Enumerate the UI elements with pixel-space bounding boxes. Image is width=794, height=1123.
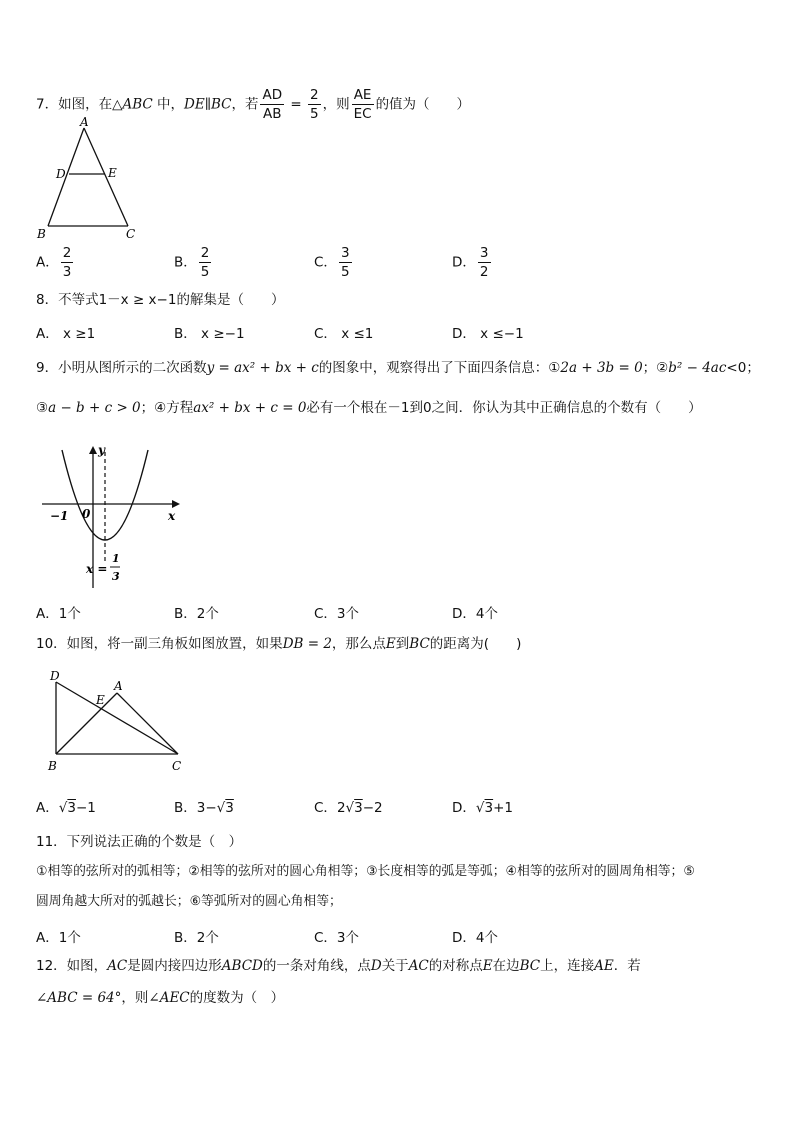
q7-stem: 7．如图，在△ABC 中，DE∥BC，若 $\frac{AD}{AB}$ = $\frac{2}{5}$ ，则 $\frac{AE}{EC}$ 的值为（ ） bbox=[36, 87, 471, 122]
q11-option-d[interactable]: D．4个 bbox=[452, 930, 498, 946]
x-axis-arrow bbox=[172, 500, 180, 508]
label-y: y bbox=[98, 443, 105, 457]
fraction-2-5: $\frac{2}{5}$ bbox=[310, 87, 319, 122]
q9-stem-line2: ③a − b + c > 0；④方程ax² + bx + c = 0必有一个根在－1到0之间．你认为其中正确信息的个数有（ ） bbox=[36, 400, 702, 416]
label-e: E bbox=[96, 693, 105, 707]
side-ab bbox=[48, 128, 84, 226]
q9-option-c[interactable]: C．3个 bbox=[314, 606, 360, 622]
q12-stem-line1: 12．如图，AC是圆内接四边形ABCD的一条对角线，点D关于AC的对称点E在边BC上，连接AE．若 bbox=[36, 958, 641, 974]
label-x: x bbox=[168, 509, 176, 523]
q7-triangle-figure bbox=[34, 115, 144, 242]
fraction-ad-ab: $\frac{AD}{AB}$ bbox=[262, 87, 283, 122]
q10-triangles-figure bbox=[44, 666, 194, 776]
q8-option-c[interactable]: C． x ≤1 bbox=[314, 326, 374, 342]
q8-stem: 8．不等式1－x ≥ x−1的解集是（ ） bbox=[36, 292, 285, 308]
q8-option-a[interactable]: A． x ≥1 bbox=[36, 326, 96, 342]
y-axis-arrow bbox=[89, 446, 97, 454]
q7-option-c[interactable]: C． $\frac{3}{5}$ bbox=[314, 245, 350, 280]
q10-stem: 10．如图，将一副三角板如图放置，如果DB = 2，那么点E到BC的距离为( ) bbox=[36, 636, 522, 652]
q7-option-b[interactable]: B． $\frac{2}{5}$ bbox=[174, 245, 210, 280]
label-minus-one: −1 bbox=[50, 509, 69, 523]
q9-option-d[interactable]: D．4个 bbox=[452, 606, 498, 622]
q11-statements-line2: 圆周角越大所对的弧越长；⑥等弧所对的圆心角相等； bbox=[36, 894, 342, 909]
q10-option-b[interactable]: B．3−√3 bbox=[174, 800, 234, 816]
q9-parabola-figure bbox=[40, 440, 190, 590]
q9-option-b[interactable]: B．2个 bbox=[174, 606, 219, 622]
q7-option-d[interactable]: D． $\frac{3}{2}$ bbox=[452, 245, 489, 280]
q10-option-d[interactable]: D．√3+1 bbox=[452, 800, 514, 816]
q8-option-b[interactable]: B． x ≥−1 bbox=[174, 326, 245, 342]
label-d: D bbox=[56, 167, 66, 181]
q11-stem: 11．下列说法正确的个数是（ ） bbox=[36, 834, 243, 850]
q12-stem-line2: ∠ABC = 64°，则∠AEC的度数为（ ） bbox=[36, 990, 285, 1006]
label-axis-num: 1 bbox=[112, 552, 120, 565]
q11-statements-line1: ①相等的弦所对的弧相等；②相等的弦所对的圆心角相等；③长度相等的弧是等弧；④相等的弦所对的圆周角相等；⑤ bbox=[36, 864, 695, 879]
label-e: E bbox=[108, 166, 117, 180]
q9-stem-line1: 9．小明从图所示的二次函数y = ax² + bx + c的图象中，观察得出了下面四条信息：①2a + 3b = 0；②b² − 4ac<0； bbox=[36, 360, 760, 376]
q8-option-d[interactable]: D． x ≤−1 bbox=[452, 326, 524, 342]
fraction-ae-ec: $\frac{AE}{EC}$ bbox=[353, 87, 372, 122]
label-d: D bbox=[50, 669, 60, 683]
label-a: A bbox=[80, 115, 89, 129]
segment-ba bbox=[56, 693, 117, 754]
side-ac bbox=[84, 128, 128, 226]
label-zero: 0 bbox=[82, 507, 91, 521]
label-b: B bbox=[37, 227, 46, 241]
q10-option-a[interactable]: A．√3−1 bbox=[36, 800, 96, 816]
label-axis-eq: x = bbox=[86, 562, 108, 576]
q10-option-c[interactable]: C．2√3−2 bbox=[314, 800, 383, 816]
label-axis-den: 3 bbox=[112, 570, 120, 583]
q7-option-a[interactable]: A． $\frac{2}{3}$ bbox=[36, 245, 72, 280]
label-c: C bbox=[172, 759, 182, 773]
q11-option-b[interactable]: B．2个 bbox=[174, 930, 219, 946]
label-b: B bbox=[48, 759, 57, 773]
q11-option-c[interactable]: C．3个 bbox=[314, 930, 360, 946]
label-c: C bbox=[126, 227, 136, 241]
q11-option-a[interactable]: A．1个 bbox=[36, 930, 81, 946]
q9-option-a[interactable]: A．1个 bbox=[36, 606, 81, 622]
label-a: A bbox=[114, 679, 123, 693]
